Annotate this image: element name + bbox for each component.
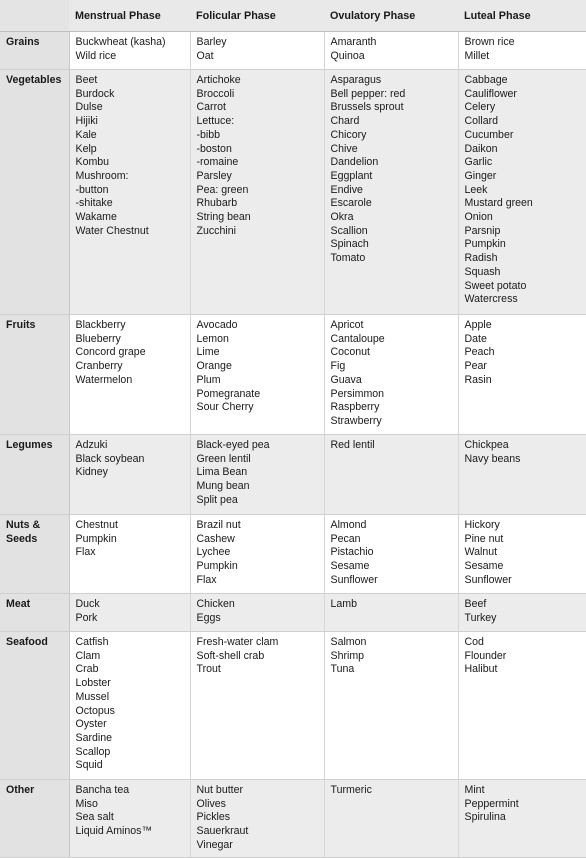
food-item: Turmeric [330,784,372,796]
cell-folicular [190,515,324,594]
cell-ovulatory [324,435,458,515]
row-category-label: Meat [6,598,31,610]
food-item: Garlic [464,156,493,169]
cell-menstrual [69,435,190,515]
food-item: Rhubarb [196,197,238,210]
food-item: Squid [75,759,103,772]
food-item: Bell pepper: red [330,87,406,100]
food-item: Beet [75,74,98,86]
cell-menstrual [69,594,190,632]
food-item: Liquid Aminos™ [75,825,153,838]
food-item: Kidney [75,466,108,479]
food-item: Oat [196,49,214,62]
food-item: Guava [330,373,362,386]
table-row [0,32,586,70]
food-item: Cabbage [464,74,508,86]
cell-ovulatory [324,315,458,435]
food-item: Adzuki [75,439,108,451]
food-item: Trout [196,663,221,676]
cell-menstrual [69,32,190,70]
row-category-label: Other [6,784,35,796]
cell-luteal [458,32,586,70]
food-item: Wakame [75,211,117,224]
food-item: -button [75,183,109,196]
food-item: Kelp [75,142,97,155]
food-item: Concord grape [75,346,146,359]
cell-luteal [458,594,586,632]
cell-menstrual [69,780,190,858]
header-row [0,0,586,32]
food-item: Apple [464,319,492,331]
food-item: Hickory [464,519,500,531]
food-item: Buckwheat (kasha) [75,36,166,48]
food-item: Lamb [330,598,357,610]
food-item: Peach [464,346,495,359]
cell-folicular [190,32,324,70]
food-item: Turkey [464,611,497,624]
food-item: String bean [196,211,251,224]
food-item: Parsnip [464,224,501,237]
food-item: Escarole [330,197,372,210]
food-item: Beef [464,598,487,610]
cell-folicular [190,594,324,632]
food-item: Brazil nut [196,519,241,531]
food-item: -bibb [196,128,221,141]
food-item: Mint [464,784,485,796]
food-item: Chestnut [75,519,118,531]
food-item: Lima Bean [196,466,248,479]
food-item: Lime [196,346,220,359]
food-item: Pumpkin [75,532,117,545]
row-category-label: Nuts & Seeds [6,519,41,545]
food-item: Eggplant [330,169,373,182]
food-item: Tuna [330,663,355,676]
food-item: Salmon [330,636,367,648]
cell-menstrual [69,315,190,435]
food-item: Pickles [196,811,231,824]
food-item: Clam [75,649,101,662]
food-item: Brown rice [464,36,515,48]
food-item: Lobster [75,677,111,690]
table-body [0,32,586,858]
food-item: Sour Cherry [196,401,254,414]
food-item: Radish [464,252,498,265]
food-item: Pumpkin [464,238,506,251]
food-item: Octopus [75,704,115,717]
food-item: Chicory [330,128,367,141]
food-item: Blueberry [75,332,121,345]
cell-folicular [190,435,324,515]
food-item: Barley [196,36,227,48]
food-item: Soft-shell crab [196,649,265,662]
row-category-label: Seafood [6,636,48,648]
header-ovulatory-phase: Ovulatory Phase [324,0,458,32]
food-item: Crab [75,663,99,676]
food-item: Kale [75,128,97,141]
row-category [0,780,69,858]
food-item: Tomato [330,252,366,265]
food-item: Miso [75,797,98,810]
food-item: Dulse [75,101,103,114]
food-item: Blackberry [75,319,126,331]
food-item: Duck [75,598,100,610]
food-item: Chicken [196,598,235,610]
food-item: Sunflower [464,573,512,586]
food-item: Red lentil [330,439,375,451]
cell-ovulatory [324,594,458,632]
food-item: Chard [330,115,360,128]
row-category [0,70,69,315]
food-item: Rasin [464,373,492,386]
header-corner [0,0,69,32]
food-item: Navy beans [464,452,521,465]
food-item: Quinoa [330,49,365,62]
food-item: Chive [330,142,358,155]
row-category [0,515,69,594]
food-item: Collard [464,115,499,128]
food-item: Celery [464,101,496,114]
food-item: Coconut [330,346,370,359]
food-item: -romaine [196,156,239,169]
row-category [0,32,69,70]
row-category [0,594,69,632]
food-item: Cantaloupe [330,332,385,345]
food-item: Flounder [464,649,507,662]
table-row [0,435,586,515]
cell-luteal [458,435,586,515]
food-item: Lemon [196,332,229,345]
cell-luteal [458,315,586,435]
food-item: Strawberry [330,414,382,427]
food-item: Green lentil [196,452,251,465]
food-item: Split pea [196,493,238,506]
table-row [0,315,586,435]
food-item: Plum [196,373,221,386]
cell-menstrual [69,632,190,780]
table-row [0,515,586,594]
food-item: Spirulina [464,811,506,824]
food-item: Pork [75,611,98,624]
food-item: Sea salt [75,811,114,824]
table-row [0,632,586,780]
food-item: Hijiki [75,115,98,128]
row-category [0,435,69,515]
table-row [0,594,586,632]
food-item: Fresh-water clam [196,636,279,648]
food-item: Mussel [75,690,110,703]
food-item: Amaranth [330,36,377,48]
food-item: Sunflower [330,573,378,586]
food-item: Cauliflower [464,87,517,100]
food-item: Cranberry [75,360,123,373]
food-item: Pecan [330,532,361,545]
food-item: Halibut [464,663,498,676]
food-item: Cod [464,636,484,648]
cell-luteal [458,515,586,594]
food-item: Olives [196,797,226,810]
food-item: Zucchini [196,224,236,237]
food-item: Orange [196,360,232,373]
food-item: -boston [196,142,232,155]
food-item: Kombu [75,156,110,169]
food-item: Pistachio [330,546,374,559]
food-item: Black-eyed pea [196,439,270,451]
food-item: Okra [330,211,354,224]
food-item: Shrimp [330,649,365,662]
food-item: Ginger [464,169,497,182]
row-category-label: Legumes [6,439,53,451]
food-item: Water Chestnut [75,224,149,237]
food-item: Eggs [196,611,221,624]
food-item: Squash [464,265,501,278]
food-item: Cashew [196,532,235,545]
food-item: Sauerkraut [196,825,249,838]
food-item: Avocado [196,319,238,331]
header-luteal-phase: Luteal Phase [458,0,586,32]
food-item: Bancha tea [75,784,130,796]
food-item: Peppermint [464,797,519,810]
food-item: Broccoli [196,87,235,100]
food-item: Scallop [75,745,111,758]
header-folicular-phase: Folicular Phase [190,0,324,32]
food-item: Spinach [330,238,369,251]
food-item: Pine nut [464,532,504,545]
food-item: Pear [464,360,487,373]
food-item: Endive [330,183,363,196]
food-item: Lettuce: [196,115,235,128]
food-item: Flax [75,546,96,559]
food-item: Pumpkin [196,560,238,573]
cell-luteal [458,70,586,315]
food-item: Carrot [196,101,226,114]
food-item: Cucumber [464,128,514,141]
food-item: Almond [330,519,367,531]
food-item: Raspberry [330,401,380,414]
food-item: Pea: green [196,183,249,196]
food-item: Lychee [196,546,231,559]
food-item: Dandelion [330,156,379,169]
food-item: Sweet potato [464,279,527,292]
food-item: Scallion [330,224,368,237]
food-item: Walnut [464,546,498,559]
food-item: -shitake [75,197,113,210]
food-item: Brussels sprout [330,101,404,114]
cell-ovulatory [324,780,458,858]
food-item: Watermelon [75,373,133,386]
row-category-label: Fruits [6,319,36,331]
food-item: Mung bean [196,480,250,493]
header-menstrual-phase: Menstrual Phase [69,0,190,32]
food-item: Burdock [75,87,115,100]
food-item: Onion [464,211,493,224]
cell-luteal [458,632,586,780]
cell-ovulatory [324,515,458,594]
food-item: Fig [330,360,346,373]
food-item: Parsley [196,169,232,182]
food-item: Apricot [330,319,364,331]
table-row [0,780,586,858]
cell-menstrual [69,70,190,315]
food-item: Daikon [464,142,498,155]
cell-ovulatory [324,32,458,70]
food-item: Artichoke [196,74,241,86]
cell-folicular [190,70,324,315]
cell-ovulatory [324,70,458,315]
food-item: Mushroom: [75,169,129,182]
food-item: Vinegar [196,838,233,851]
food-item: Date [464,332,487,345]
food-item: Sesame [464,560,504,573]
food-item: Oyster [75,718,107,731]
table-row [0,70,586,315]
cell-menstrual [69,515,190,594]
row-category [0,315,69,435]
cell-luteal [458,780,586,858]
food-item: Flax [196,573,217,586]
food-item: Sardine [75,731,113,744]
row-category-label: Grains [6,36,40,48]
row-category-label: Vegetables [6,74,62,86]
food-item: Leek [464,183,488,196]
cell-folicular [190,780,324,858]
food-item: Asparagus [330,74,382,86]
food-item: Persimmon [330,387,385,400]
cell-folicular [190,315,324,435]
cell-folicular [190,632,324,780]
row-category [0,632,69,780]
food-item: Chickpea [464,439,509,451]
food-item: Nut butter [196,784,244,796]
food-item: Catfish [75,636,109,648]
food-item: Millet [464,49,490,62]
food-item: Sesame [330,560,370,573]
food-item: Mustard green [464,197,533,210]
food-item: Pomegranate [196,387,261,400]
food-item: Wild rice [75,49,117,62]
food-item: Black soybean [75,452,145,465]
food-item: Watercress [464,293,518,306]
cell-ovulatory [324,632,458,780]
